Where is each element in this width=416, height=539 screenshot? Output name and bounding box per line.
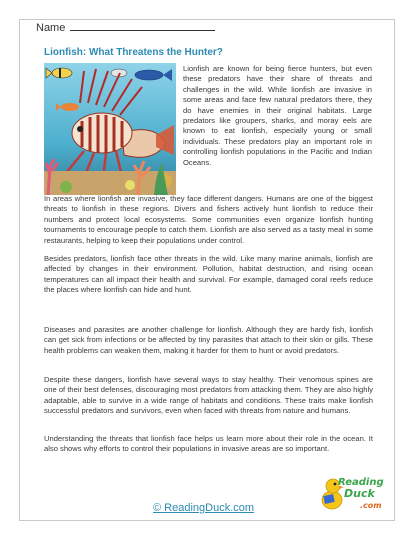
logo-text-duck: Duck	[344, 487, 375, 500]
paragraph-3: Besides predators, lionfish face other threats in the wild. Like many marine animals, lionfish are affected by changes in their environment. Pollution, habitat destruction, and rising ocean temperatures can all impact their health and survival. For example, damaged coral reefs reduce the places where lionfish can hide and hunt.	[44, 254, 373, 295]
name-field[interactable]	[36, 22, 215, 34]
worksheet-title: Lionfish: What Threatens the Hunter?	[44, 47, 223, 58]
readingduck-logo	[320, 470, 384, 516]
paragraph-6: Understanding the threats that lionfish face helps us learn more about their role in the ocean. It also shows why efforts to control their populations in invasive areas are so important.	[44, 434, 373, 454]
lionfish-illustration	[44, 63, 176, 195]
name-blank-line[interactable]	[70, 30, 215, 31]
paragraph-1: Lionfish are known for being fierce hunters, but even these predators have their share of threats and challenges in the wild. While lionfish are invasive in some areas and face few natural predators there, they do have enemies in their original habitats. Large predators like groupers, sharks, and moray eels are known to eat lionfish, especially young or small individuals. These predators play an important role in controlling lionfish populations in the Pacific and Indian Oceans.	[183, 64, 372, 167]
readingduck-link[interactable]: © ReadingDuck.com	[153, 502, 255, 514]
paragraph-5: Despite these dangers, lionfish have several ways to stay healthy. Their venomous spines are one of their best defenses, discouraging most predators from attacking them. They are also highly adaptable, able to survive in a wide range of habitats and conditions. These traits make lionfish successful predators and survivors, even when faced with threats from nature and humans.	[44, 375, 373, 416]
logo-text-reading: Reading	[338, 477, 384, 488]
name-label: Name	[36, 22, 66, 34]
logo-text-com: .com	[360, 501, 382, 510]
paragraph-2: In areas where lionfish are invasive, they face different dangers. Humans are one of the biggest threats to lionfish in these regions. Divers and fishers actively hunt lionfish to reduce their numbers and protect local ecosystems. Some communities even organize lionfish hunting tournaments to encourage people to catch them. Lionfish are also served as a tasty meal in some restaurants, helping to keep their populations under control.	[44, 194, 373, 245]
paragraph-4: Diseases and parasites are another challenge for lionfish. Although they are hardy fish, lionfish can get sick from infections or be affected by tiny parasites that attach to their skin or gills. These health problems can weaken them, making it harder for them to hunt or avoid predators.	[44, 325, 373, 355]
